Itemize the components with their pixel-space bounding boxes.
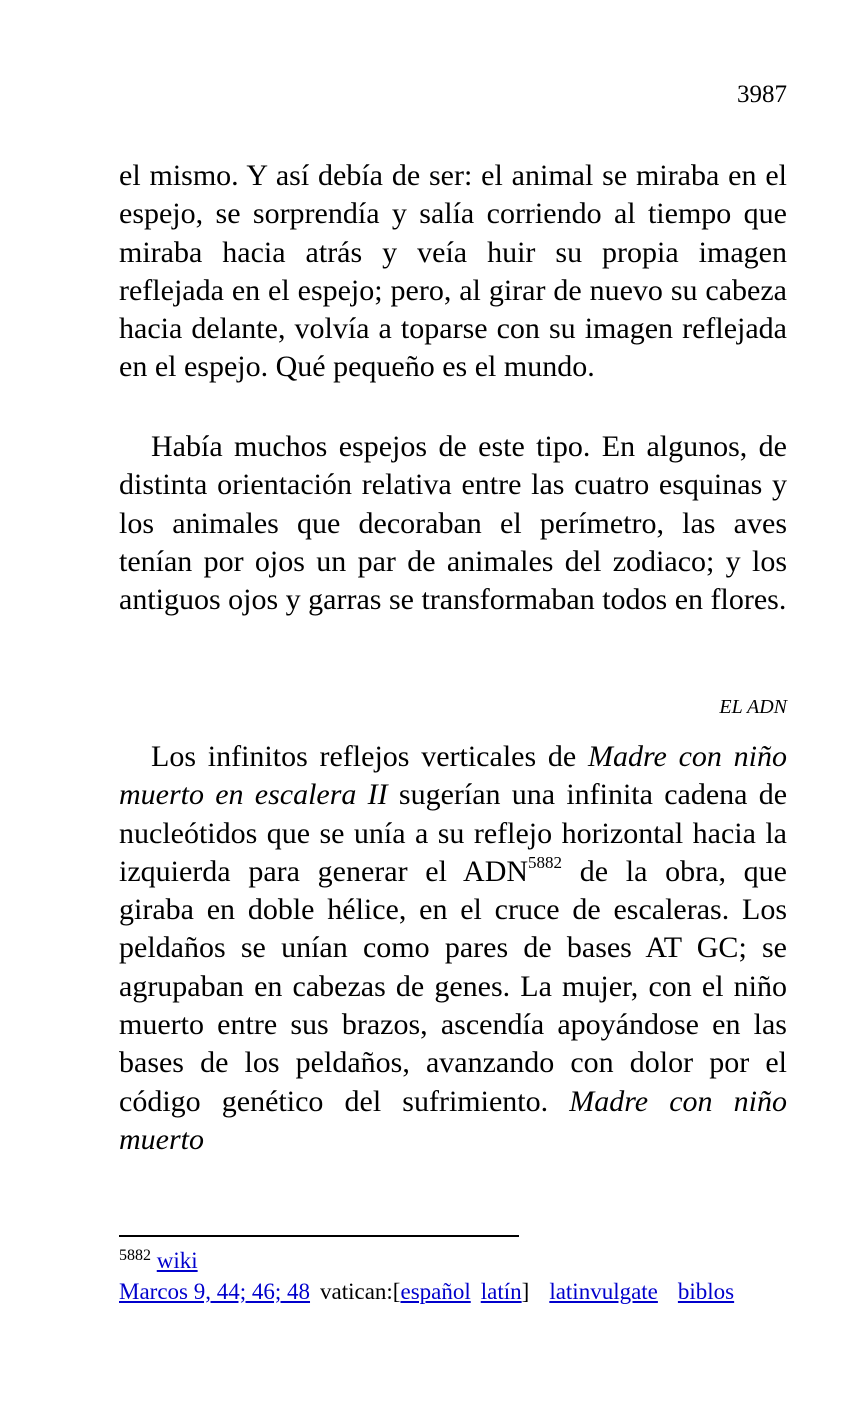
latinvulgate-link[interactable]: latinvulgate xyxy=(549,1279,658,1304)
footnote-reference[interactable]: 5882 xyxy=(528,852,563,872)
footnote-line-1 xyxy=(119,1245,789,1276)
paragraph-1-text: el mismo. Y así debía de ser: el animal se miraba en el espejo, se sorprendía y salía corriendo al tiempo que miraba hacia atrás y veía huir su propia imagen reflejada en el espejo; pero, al girar de nuevo su cabeza hacia delante, volvía a toparse con su imagen reflejada en el espejo. Qué pequeño es el mundo. xyxy=(119,159,787,384)
paragraph-2-text: Había muchos espejos de este tipo. En algunos, de distinta orientación relativa entre las cuatro esquinas y los animales que decoraban el perímetro, las aves tenían por ojos un par de animales del zodiaco; y los antiguos ojos y garras se transformaban todos en flores. xyxy=(119,430,787,617)
paragraph-3-text-1: Los infinitos reflejos verticales de xyxy=(151,740,577,773)
footnote xyxy=(119,1245,789,1307)
footnote-divider xyxy=(119,1235,519,1237)
body-paragraph-3 xyxy=(119,738,787,1159)
latin-link[interactable]: latín xyxy=(480,1279,522,1304)
footnote-number: 5882 xyxy=(119,1247,151,1264)
marcos-link[interactable]: Marcos 9, 44; 46; 48 xyxy=(119,1279,311,1304)
espanol-link[interactable]: español xyxy=(400,1279,471,1304)
section-heading: EL ADN xyxy=(719,696,787,718)
body-paragraph-1 xyxy=(119,157,787,387)
work-title-continued: Madre con niño muerto xyxy=(119,1084,787,1156)
footnote-line-2 xyxy=(119,1276,789,1307)
wiki-link[interactable]: wiki xyxy=(156,1248,198,1273)
vatican-label: vatican:[ xyxy=(320,1279,401,1304)
close-bracket: ] xyxy=(521,1279,530,1304)
paragraph-3-text-3: de la obra, que giraba en doble hélice, en el cruce de escaleras. Los peldaños se unían como pares de bases AT GC; se agrupaban en cabezas de genes. La mujer, con el niño muerto entre sus brazos, ascendía apoyándose en las bases de los peldaños, avanzando con dolor por el código genético del sufrimiento. xyxy=(119,854,787,1118)
body-paragraph-2 xyxy=(119,428,787,619)
work-title: Madre con niño muerto en escalera II xyxy=(119,740,787,812)
biblos-link[interactable]: biblos xyxy=(677,1279,735,1304)
paragraph-3-text-2: sugerían una infinita cadena de nucleótidos que se unía a su reflejo horizontal hacia la izquierda para generar el ADN xyxy=(119,778,788,888)
page-number: 3987 xyxy=(737,81,787,108)
